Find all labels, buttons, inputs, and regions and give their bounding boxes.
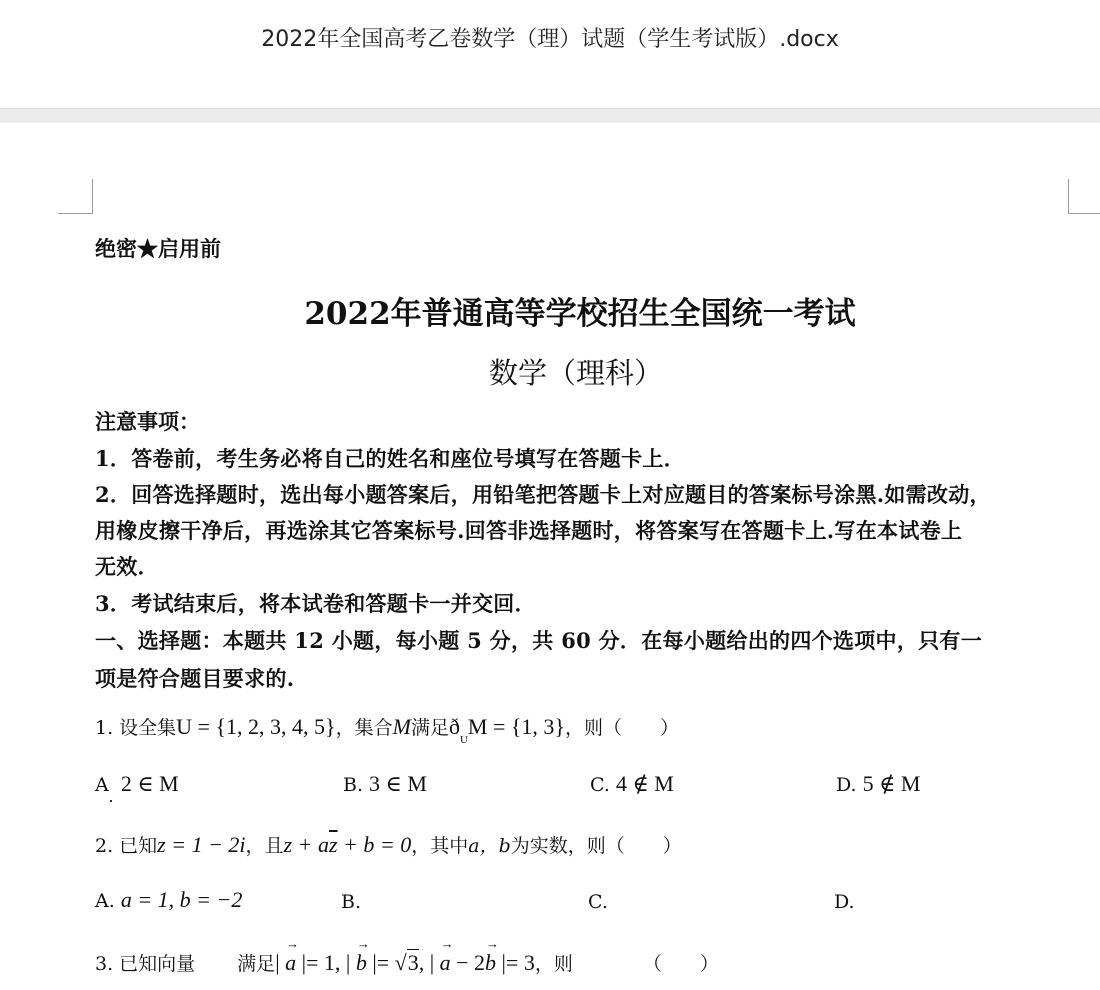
notice-heading: 注意事项：: [95, 409, 200, 434]
q2-option-c-letter: C.: [588, 891, 608, 913]
q3-vec-a: → a: [285, 950, 296, 976]
question-2: [95, 831, 682, 858]
q1-option-b-letter: B.: [343, 774, 370, 796]
q1-option-d-expr: 5 ∉ M: [862, 771, 921, 796]
q1-option-d-letter: D.: [836, 774, 863, 796]
q1-complement: [448, 714, 468, 747]
q2-option-a-letter: A.: [95, 890, 121, 912]
q1-comp-sub: U: [459, 734, 468, 747]
question-3: [95, 949, 719, 976]
section-line-2: 项是符合题目要求的.: [95, 666, 295, 691]
q1-var-m: M: [392, 714, 411, 739]
notice-line-4: 无效．: [95, 554, 159, 579]
q3-sqrt-sym: √: [394, 950, 407, 975]
page-gutter: [0, 108, 1100, 124]
margin-corner-right: [1068, 179, 1100, 214]
q1-option-a-expr: 2 ∈ M: [120, 771, 179, 796]
q1-option-a-letter: A: [95, 774, 109, 796]
q2-mid: ，且: [245, 835, 284, 857]
q3-part6: |= 3: [496, 950, 535, 975]
q3-paren: （ ）: [642, 953, 719, 975]
q1-option-d: [836, 771, 921, 797]
q3-part3: |=: [366, 950, 395, 975]
q3-part5: − 2: [450, 950, 486, 975]
q3-part1: |: [275, 950, 286, 975]
q1-option-b-expr: 3 ∈ M: [369, 771, 427, 796]
title-bar: [0, 0, 1100, 108]
q3-condition: [275, 950, 535, 975]
q2-mid2: ，其中: [411, 835, 469, 857]
q2-option-b: [341, 891, 361, 913]
document-title: 2022年全国高考乙卷数学（理）试题（学生考试版）.docx: [261, 27, 839, 52]
exam-subtitle: 数学（理科）: [488, 356, 663, 390]
q2-vars: a，b: [468, 835, 511, 857]
q1-mid2: 满足: [410, 717, 449, 739]
q3-mid: 满足: [237, 953, 276, 975]
q2-option-a-expr: a = 1, b = −2: [120, 887, 243, 912]
secret-label: 绝密★启用前: [95, 236, 221, 261]
q3-part4: , |: [418, 950, 440, 975]
q2-option-d: [834, 891, 855, 913]
question-1: [95, 713, 680, 747]
notice-line-2: 2．回答选择题时，选出每小题答案后，用铅笔把答题卡上对应题目的答案标号涂黑.如需改动，: [95, 482, 991, 507]
q2-option-d-letter: D.: [834, 891, 855, 913]
q2-expr2-b: + b = 0: [337, 832, 412, 857]
document-page[interactable]: [0, 123, 1100, 990]
q3-sqrt: [395, 950, 419, 976]
q1-comp-expr: M = {1, 3}: [467, 714, 565, 739]
q2-expr2: [284, 832, 412, 857]
q3-vec-a2: → a: [440, 950, 451, 976]
q3-part2: |= 1, |: [296, 950, 356, 975]
margin-corner-left: [58, 179, 93, 214]
q1-suffix: ，则（ ）: [565, 717, 680, 739]
q2-expr2-a: z + a: [283, 832, 329, 857]
q1-option-a: [95, 771, 179, 797]
exam-title: 2022年普通高等学校招生全国统一考试: [304, 296, 856, 332]
q1-mid: ，集合: [335, 717, 393, 739]
notice-line-1: 1．答卷前，考生务必将自己的姓名和座位号填写在答题卡上．: [95, 446, 686, 471]
q1-set-u: U = {1, 2, 3, 4, 5}: [176, 714, 336, 739]
q2-option-b-letter: B.: [341, 891, 362, 913]
notice-line-5: 3．考试结束后，将本试卷和答题卡一并交回．: [95, 591, 536, 616]
stray-dot: [110, 800, 112, 802]
q1-option-c-expr: 4 ∉ M: [615, 771, 674, 796]
q3-suffix: ，则: [534, 953, 573, 975]
q1-option-b: [343, 771, 427, 797]
q2-option-a: [95, 887, 242, 913]
q1-option-c-letter: C.: [590, 774, 616, 796]
q2-expr2-bar: $\overline{z}$: [328, 832, 338, 857]
q2-expr1: z = 1 − 2i: [157, 832, 246, 857]
q3-sqrt-arg: 3: [407, 950, 419, 975]
q3-vec-b: → b: [356, 950, 367, 976]
q1-option-c: [590, 771, 674, 797]
q3-prefix: 3. 已知向量: [95, 953, 196, 975]
section-line-1: 一、选择题：本题共 12 小题，每小题 5 分，共 60 分．在每小题给出的四个选项中，只有一: [95, 628, 983, 653]
notice-line-3: 用橡皮擦干净后，再选涂其它答案标号.回答非选择题时，将答案写在答题卡上.写在本试卷上: [95, 518, 963, 543]
q3-vec-b2: → b: [485, 950, 496, 976]
q1-prefix: 1. 设全集: [95, 717, 177, 739]
q2-suffix: 为实数，则（ ）: [510, 835, 682, 857]
q2-option-c: [588, 891, 608, 913]
q2-prefix: 2. 已知: [95, 835, 158, 857]
q1-comp-symbol: ð: [448, 714, 460, 739]
